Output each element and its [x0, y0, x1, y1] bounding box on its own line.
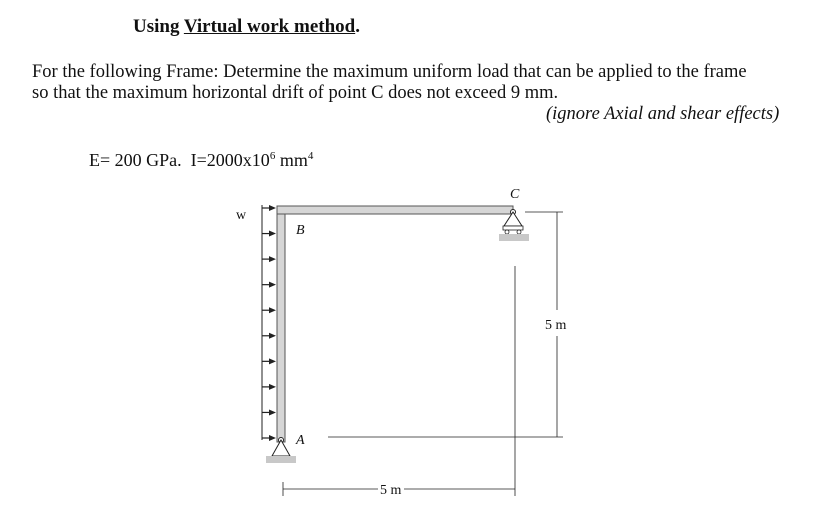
load-arrow-head	[269, 384, 276, 390]
problem-line-1: For the following Frame: Determine the maximum uniform load that can be applied to the frame	[32, 62, 747, 82]
horizontal-dimension	[283, 266, 515, 496]
ground-c	[499, 234, 529, 241]
pin-support-a	[266, 438, 296, 464]
distributed-load	[262, 205, 276, 441]
node-b-label: B	[296, 223, 305, 238]
ground-a	[266, 456, 296, 463]
load-arrow-head	[269, 333, 276, 339]
load-arrow-head	[269, 409, 276, 415]
inertia-unit-exponent: 4	[307, 150, 314, 162]
load-arrow-head	[269, 256, 276, 262]
inertia-unit: mm	[275, 150, 308, 170]
modulus-e: E= 200 GPa.	[89, 150, 182, 170]
vertical-dimension	[328, 212, 563, 437]
load-arrow-head	[269, 307, 276, 313]
inertia-exponent: 6	[269, 150, 276, 162]
heading-method: Virtual work method	[183, 16, 356, 37]
load-label-w: w	[236, 208, 247, 223]
load-arrow-head	[269, 282, 276, 288]
load-arrow-head	[269, 205, 276, 211]
beam-bc	[277, 206, 513, 214]
inertia-prefix: I=2000x10	[190, 150, 270, 170]
column-ab	[277, 206, 285, 442]
vertical-dim-label: 5 m	[545, 318, 567, 333]
load-arrow-head	[269, 231, 276, 237]
node-c-label: C	[510, 187, 520, 202]
horizontal-dim-label: 5 m	[380, 483, 402, 498]
node-a-label: A	[296, 433, 305, 448]
load-arrow-head	[269, 435, 276, 441]
load-arrow-head	[269, 358, 276, 364]
ignore-note: (ignore Axial and shear effects)	[546, 104, 780, 124]
problem-line-2: so that the maximum horizontal drift of point C does not exceed 9 mm.	[32, 83, 559, 103]
heading-prefix: Using	[133, 16, 184, 37]
heading-period: .	[355, 16, 360, 37]
